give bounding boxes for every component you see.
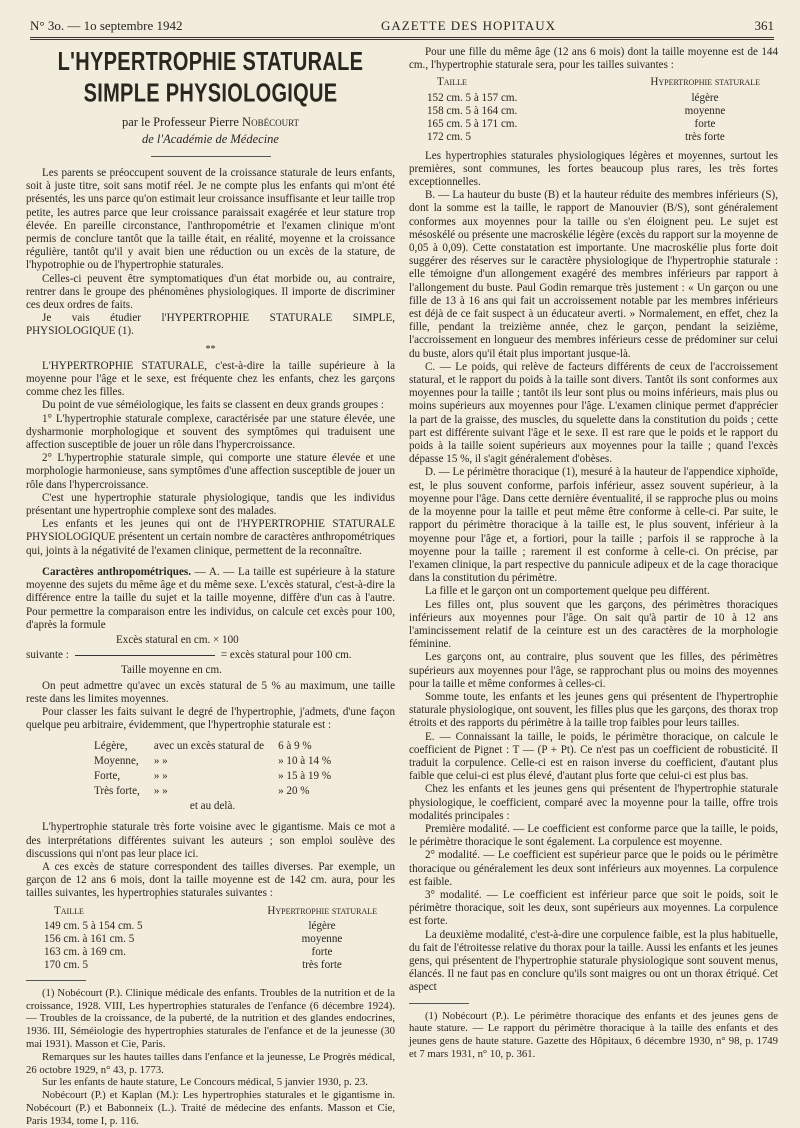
grade-cell: » 20 %: [278, 785, 310, 798]
footnote-rule: [409, 1003, 469, 1004]
grade-cell: Forte,: [94, 770, 121, 783]
grade-row: [88, 755, 337, 768]
formula-line-row: [26, 649, 395, 662]
grade-cell: » »: [153, 770, 168, 783]
paragraph: Pour classer les faits suivant le degré de l'hypertrophie, j'admets, d'une façon quelque peu arbitraire, évidemment, que l'hypertrophie staturale est :: [26, 705, 395, 732]
paragraph: 2° modalité. — Le coefficient est supérieur parce que le poids ou le périmètre thoracique ou généralement les deux sont inférieurs aux moyennes. La corpulence est faible.: [409, 849, 778, 888]
paragraph: 2° L'hypertrophie staturale simple, qui comporte une stature élevée et une morphologie harmonieuse, sans symptômes d'une affection susceptible de jouer un rôle dans l'hypercroissance.: [26, 452, 395, 491]
grade-cell: avec un excès statural de: [153, 740, 265, 753]
paragraph: On peut admettre qu'avec un excès statural de 5 % au maximum, une taille reste dans les limites moyennes.: [26, 679, 395, 705]
column-header: Hypertrophie staturale: [267, 904, 377, 917]
paragraph: D. — Le périmètre thoracique (1), mesuré à la hauteur de l'appendice xiphoïde, est, le plus souvent conforme, parfois inférieur, assez souvent supérieur, à la moyenne pour l'âge. Dans cette dernière éventualité, il se rapproche plus ou moins de la moyenne pour la taille et peut même être conforme à celle-ci. Par suite, le rapport du périmètre thoracique à la taille est, le plus souvent, inférieur à la moyenne pour l'âge et, a fortiori, pour la taille ; parfois il se rapproche à la moyenne pour la taille ; rarement il est conforme à celle-ci. On précise, par l'examen clinique, la part respective du pannicule adipeux et de la cage thoracique dans la constitution du périmètre.: [409, 466, 778, 585]
girl-table: [427, 92, 760, 144]
author-affiliation: de l'Académie de Médecine: [142, 132, 279, 146]
stature-cell: 170 cm. 5: [44, 958, 89, 971]
table-row: [427, 92, 760, 105]
grade-cell: » 10 à 14 %: [278, 755, 332, 768]
paragraph: 1° L'hypertrophie staturale complexe, caractérisée par une stature élevée, une dysharmonie morphologique et souvent des symptômes qui traduisent une affection susceptible de jouer un rôle dans l'hypercroissance.: [26, 412, 395, 452]
paragraph-text: — A. — La taille est supérieure à la stature moyenne des sujets du même âge et du même sexe. L'excès statural, c'est-à-dire la différence entre la taille du sujet et la taille moyenne, diffère d'un cas à l'autre. Pour permettre la comparaison entre les individus, on calcule cet excès pour 100, d'après la formule: [26, 565, 395, 631]
column-header: Taille: [437, 76, 467, 89]
paragraph: 3° modalité. — Le coefficient est inférieur parce que soit le poids, soit le périmètre thoracique, soit les deux, sont supérieurs aux moyennes. La corpulence est forte.: [409, 888, 778, 928]
stature-cell: 172 cm. 5: [427, 130, 472, 143]
grade-cell: » »: [153, 785, 168, 798]
journal-title: GAZETTE DES HOPITAUX: [381, 18, 556, 33]
paragraph: La fille et le garçon ont un comportement quelque peu différent.: [425, 585, 710, 598]
stature-cell: 149 cm. 5 à 154 cm. 5: [44, 919, 143, 932]
hypertrophy-cell: légère: [308, 919, 336, 932]
paragraph: C'est une hypertrophie staturale physiologique, tandis que les individus présentant une hypertrophie complexe sont des malades.: [26, 491, 395, 518]
stature-cell: 165 cm. 5 à 171 cm.: [427, 117, 518, 130]
formula-numerator: Excès statural en cm. × 100: [116, 633, 239, 646]
header-rule: [30, 37, 774, 40]
formula-label: suivante :: [26, 649, 69, 662]
paragraph: Les enfants et les jeunes qui ont de l'HYPERTROPHIE STATURALE PHYSIOLOGIQUE présentent un certain nombre de caractères anthropométriques qui, joints à la négativité de l'examen clinique, permettent de la reconnaître.: [26, 518, 395, 557]
footnotes: [26, 987, 395, 1128]
grade-row: [88, 770, 337, 783]
grade-cell: » 15 à 19 %: [278, 770, 332, 783]
right-column: [409, 46, 778, 1128]
table-row: [44, 920, 377, 933]
column-header: Taille: [54, 904, 84, 917]
stature-cell: 152 cm. 5 à 157 cm.: [427, 91, 518, 104]
hypertrophy-cell: très forte: [302, 958, 342, 971]
grade-row: [88, 740, 337, 753]
hypertrophy-cell: forte: [311, 945, 333, 958]
paragraph: Je vais étudier l'HYPERTROPHIE STATURALE SIMPLE, PHYSIOLOGIQUE (1).: [26, 312, 395, 338]
paragraph: Les filles ont, plus souvent que les garçons, des périmètres thoraciques inférieurs aux moyennes pour l'âge. On sait qu'à partir de 10 à 12 ans l'amincissement relatif de la ceinture est un des caractères de la morphologie féminine.: [409, 598, 778, 651]
table-row: [44, 959, 377, 972]
paragraph: L'HYPERTROPHIE STATURALE, c'est-à-dire la taille supérieure à la moyenne pour l'âge et le sexe, est fréquente chez les enfants, chez les garçons comme chez les filles.: [26, 359, 395, 399]
paragraph: Chez les enfants et les jeunes gens qui présentent de l'hypertrophie staturale physiologique, le coefficient, comparé avec la moyenne pour la taille, offre trois modalités principales :: [409, 783, 778, 822]
paragraph: B. — La hauteur du buste (B) et la hauteur réduite des membres inférieurs (S), dont la somme est la taille, le rapport de Manouvier (B/S), sont généralement conformes aux moyennes pour la taille ou s'en éloignent peu. Le sujet est mésoskélé ou présente une macroskélie légère (excès du rapport sur la moyenne de 0,05 à 0,09). Cette constatation est importante. Une macroskélie plus forte doit suggérer des réserves sur le caractère physiologique de l'hypertrophie staturale : elle témoigne d'un allongement exagéré des membres inférieurs par rapport à l'allongement du buste. Paul Godin remarque très justement : « Un garçon ou une fille de 13 à 16 ans qui fait un accroissement notable par les membres inférieurs est déjà de ce fait suspect à un éducateur averti. » Normalement, en effet, chez la fille, pendant la treizième année, chez le garçon, pendant la seizième, l'accroissement en longueur des membres inférieurs cesse de prédominer sur celui du buste, alors qu'il était plus important jusque-là.: [409, 189, 778, 360]
paragraph: Les parents se préoccupent souvent de la croissance staturale de leurs enfants, soit à juste titre, soit sans motif réel. Je ne compte plus les enfants qui m'ont été présentés, les uns parce qu'on estimait leur croissance insuffisante et leur taille trop petite, les autres parce que leur croissance paraissait exagérée et leur stature trop élevée. En pareille circonstance, l'anthropométrie et l'examen clinique m'ont permis de conclure tantôt que la taille était, en réalité, moyenne et la croissance régulière, tantôt qu'il y avait bien une réduction ou un excès de la stature, de l'hypotrophie ou de l'hypertrophie staturales.: [26, 167, 395, 272]
table-row: [427, 131, 760, 144]
grade-cell: Moyenne,: [94, 755, 139, 768]
table-row: [44, 933, 377, 946]
grade-row: [88, 800, 337, 813]
grade-cell: Très forte,: [94, 785, 140, 798]
grade-row: [88, 785, 337, 798]
paragraph: Les hypertrophies staturales physiologiques légères et moyennes, surtout les premières, sont communes, les fortes beaucoup plus rares, les très fortes exceptionnelles.: [409, 149, 778, 189]
formula: [26, 633, 395, 678]
paragraph: Première modalité. — Le coefficient est conforme parce que la taille, le poids, le périmètre thoracique le sont également. La corpulence est moyenne.: [409, 822, 778, 849]
table-row: [44, 946, 377, 959]
footnote: (1) Nobécourt (P.). Clinique médicale des enfants. Troubles de la nutrition et de la croissance, 1928. VIII, Les hypertrophies staturales de l'enfance (6 décembre 1924). — Troubles de la croissance, de la puberté, de la nutrition et des glandes endocrines, 1936. III, Séméiologie des hypertrophies staturales de l'enfance et de la jeunesse (30 mai 1931). Masson et Cie, Paris.: [26, 986, 395, 1050]
footnote: Nobécourt (P.) et Kaplan (M.): Les hypertrophies staturales et le gigantisme in. Nobécourt (P.) et Babonneix (L.). Traité de médecine des enfants. Masson et Cie, Paris 1934, tome I, p. 116.: [26, 1089, 395, 1127]
paragraph: L'hypertrophie staturale très forte voisine avec le gigantisme. Mais ce mot a des interprétations différentes suivant les auteurs ; son emploi soulève des discussions qui n'ont pas leur place ici.: [26, 821, 395, 860]
table-row: [427, 105, 760, 118]
author-name: Nobécourt: [242, 115, 300, 129]
paragraph: C. — Le poids, qui relève de facteurs différents de ceux de l'accroissement statural, et le rapport du poids à la taille sont divers. Tantôt ils sont conformes aux moyennes pour la taille ; tantôt ils leur sont plus ou moins inférieurs, mais plus ou moins supérieurs aux moyennes pour l'âge. L'examen clinique permet d'apprécier la part de la graisse, des muscles, du squelette dans la constitution du poids ; cette part est différente suivant l'âge et le sexe. Il est rare que le poids et le rapport du poids à la taille soient supérieurs aux moyennes pour la taille ; quand l'excès dépasse 15 %, il s'agit généralement d'obèses.: [409, 360, 778, 466]
section-stars: **: [205, 343, 216, 355]
table-row: [427, 118, 760, 131]
paragraph: A ces excès de stature correspondent des tailles diverses. Par exemple, un garçon de 12 ans 6 mois, dont la taille moyenne est de 142 cm. aura, pour les tailles suivantes, les hypertrophies staturales suivantes :: [26, 860, 395, 900]
grade-cell: 6 à 9 %: [278, 740, 312, 753]
article-columns: [26, 46, 778, 1128]
stature-cell: 158 cm. 5 à 164 cm.: [427, 104, 518, 117]
stature-cell: 163 cm. à 169 cm.: [44, 945, 126, 958]
hypertrophy-cell: légère: [691, 91, 719, 104]
paragraph: Les garçons ont, au contraire, plus souvent que les filles, des périmètres supérieurs aux moyennes pour l'âge, se rapprochant plus ou moins des moyennes pour la taille et même conformes à celles-ci.: [409, 651, 778, 690]
formula-denominator: Taille moyenne en cm.: [121, 664, 222, 677]
boy-table: [44, 920, 377, 972]
hypertrophy-cell: très forte: [685, 130, 725, 143]
paragraph: Somme toute, les enfants et les jeunes gens qui présentent de l'hypertrophie staturale physiologique, ont souvent, les filles plus que les garçons, des thorax trop étroits et des rapports du périmètre à la taille trop faibles pour leurs tailles.: [409, 690, 778, 730]
grade-cell: Légère,: [94, 740, 128, 753]
byline: [26, 114, 395, 148]
footnote: (1) Nobécourt (P.). Le périmètre thoracique des enfants et des jeunes gens de haute stature. — Le rapport du périmètre thoracique à la taille des enfants et des jeunes gens de haute stature. Gazette des Hôpitaux, 6 décembre 1930, n° 98, p. 1749 et 7 mars 1931, n° 10, p. 361.: [409, 1009, 778, 1060]
left-column: [26, 46, 395, 1128]
section-heading: Caractères anthropométriques.: [42, 565, 191, 578]
hypertrophy-cell: forte: [694, 117, 716, 130]
title-rule: [151, 156, 271, 157]
footnote: Sur les enfants de haute stature, Le Concours médical, 5 janvier 1930, p. 23.: [42, 1076, 368, 1089]
stature-cell: 156 cm. à 161 cm. 5: [44, 932, 135, 945]
formula-result: = excès statural pour 100 cm.: [220, 649, 352, 662]
page-number: 361: [754, 18, 774, 33]
paragraph: [26, 566, 395, 632]
running-header: [26, 14, 778, 36]
footnotes: [409, 1010, 778, 1061]
byline-prefix: par le Professeur Pierre: [121, 115, 239, 129]
paragraph: Du point de vue séméiologique, les faits se classent en deux grands groupes :: [42, 399, 384, 412]
hypertrophy-cell: moyenne: [684, 104, 726, 117]
paragraph: E. — Connaissant la taille, le poids, le périmètre thoracique, on calcule le coefficient de Pignet : T — (P + Pt). Ce n'est pas un coefficient de robusticité. Il traduit la corpulence. Celle-ci est en raison inverse du coefficient, d'autant plus faible que celui-ci est plus élevé, d'autant plus forte que celui-ci est plus bas.: [409, 730, 778, 783]
column-header: Hypertrophie staturale: [650, 76, 760, 89]
footnote-rule: [26, 980, 86, 981]
fraction-bar: [75, 655, 215, 656]
grade-table: [86, 738, 339, 815]
girl-table-header: [427, 76, 760, 89]
article-title: L'HYPERTROPHIE STATURALE SIMPLE PHYSIOLOGIQUE: [57, 48, 364, 108]
hypertrophy-cell: moyenne: [301, 932, 343, 945]
boy-table-header: [44, 905, 377, 918]
paragraph: Celles-ci peuvent être symptomatiques d'un état morbide ou, au contraire, rentrer dans le groupe des phénomènes physiologiques. Il importe de discriminer ces deux ordres de faits.: [26, 272, 395, 312]
issue-info: N° 3o. — 1o septembre 1942: [30, 18, 183, 33]
paragraph: La deuxième modalité, c'est-à-dire une corpulence faible, est la plus habituelle, du fait de l'étroitesse relative du thorax pour la taille. Aussi les enfants et les jeunes gens, qui présentent de l'hypertrophie staturale physiologique sont souvent menus, élancés. Il ne faut pas en conclure qu'ils sont maigres ou ont un thorax étriqué. Cet aspect: [409, 928, 778, 994]
paragraph: Pour une fille du même âge (12 ans 6 mois) dont la taille moyenne est de 144 cm., l'hypertrophie staturale sera, pour les tailles suivantes :: [409, 46, 778, 72]
grade-cell: » »: [153, 755, 168, 768]
footnote: Remarques sur les hautes tailles dans l'enfance et la jeunesse, Le Progrès médical, 26 octobre 1929, n° 43, p. 1773.: [26, 1050, 395, 1076]
grade-tail: et au delà.: [189, 800, 236, 813]
